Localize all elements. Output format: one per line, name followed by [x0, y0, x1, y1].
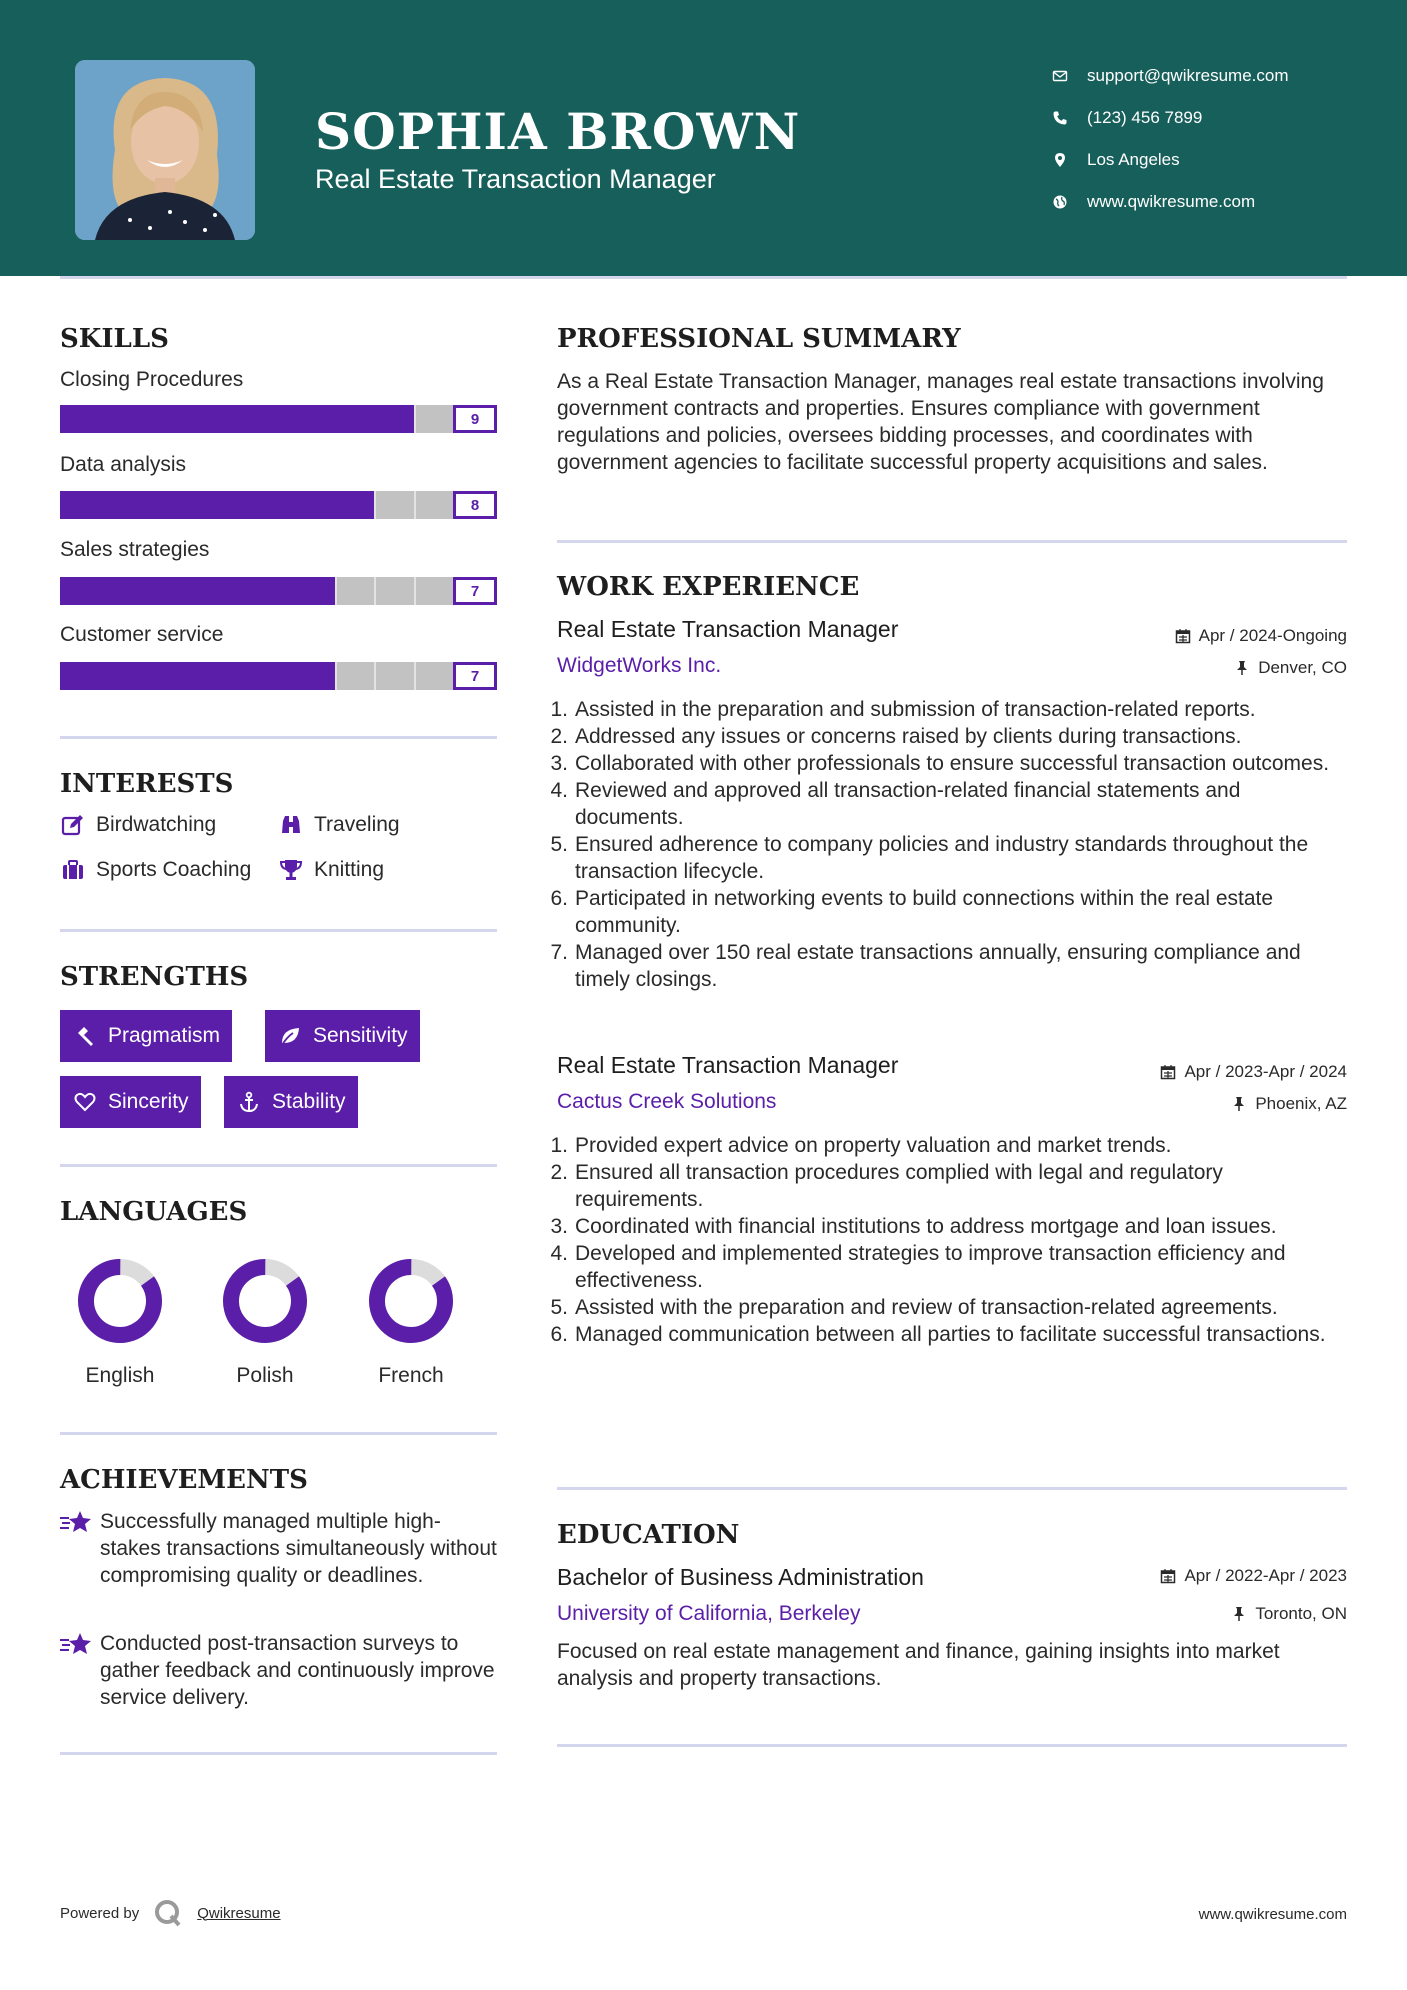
shooting-star-icon — [60, 1508, 100, 1589]
skill-segment — [414, 491, 416, 519]
brand-link[interactable]: Qwikresume — [197, 1904, 281, 1922]
job-bullet — [550, 885, 1350, 939]
languages-heading: LANGUAGES — [60, 1197, 248, 1227]
anchor-icon — [236, 1089, 262, 1115]
interest-label: Knitting — [314, 858, 385, 881]
qwikresume-logo-icon — [153, 1898, 183, 1928]
edit-icon — [60, 812, 86, 838]
language-label: French — [378, 1364, 444, 1387]
language-item — [210, 1256, 320, 1388]
skill-segment — [335, 662, 337, 690]
skill-track — [60, 405, 453, 433]
skill-fill — [60, 577, 335, 605]
skill-label: Closing Procedures — [60, 368, 244, 391]
skill-score: 7 — [453, 662, 497, 690]
heart-icon — [72, 1089, 98, 1115]
contact-phone[interactable] — [1050, 97, 1380, 139]
bullet-number: 1. — [550, 1134, 568, 1157]
section-divider — [60, 929, 497, 932]
bullet-text: Ensured adherence to company policies and industry standards throughout the transaction lifecycle. — [575, 833, 1309, 883]
contact-website[interactable] — [1050, 181, 1380, 223]
interest-label: Traveling — [314, 813, 400, 836]
interests-heading: INTERESTS — [60, 769, 234, 799]
job-dates — [1175, 626, 1347, 646]
pushpin-icon — [1234, 660, 1250, 676]
candidate-name: SOPHIA BROWN — [315, 102, 801, 161]
job-location-text: Denver, CO — [1258, 658, 1347, 677]
skill-fill — [60, 662, 335, 690]
skill-score: 9 — [453, 405, 497, 433]
map-pin-icon — [1050, 150, 1070, 170]
skill-segment — [335, 577, 337, 605]
briefcase-icon — [60, 857, 86, 883]
job-dates — [1160, 1062, 1347, 1082]
bullet-text: Provided expert advice on property valuation and market trends. — [575, 1134, 1172, 1157]
leaf-icon — [277, 1023, 303, 1049]
bullet-number: 6. — [550, 1323, 568, 1346]
bullet-text: Collaborated with other professionals to ensure successful transaction outcomes. — [575, 752, 1330, 775]
powered-by-text: Powered by — [60, 1904, 140, 1922]
strength-pill — [224, 1076, 358, 1128]
strength-label: Stability — [272, 1090, 346, 1113]
skill-bar — [60, 577, 497, 605]
contact-email-text: support@qwikresume.com — [1087, 66, 1289, 85]
job-location — [1234, 658, 1347, 678]
education-description: Focused on real estate management and finance, gaining insights into market analysis and property transactions. — [557, 1640, 1280, 1690]
language-label: English — [85, 1364, 155, 1387]
bullet-number: 2. — [550, 1161, 568, 1184]
school-name: University of California, Berkeley — [557, 1602, 861, 1625]
interest-label: Birdwatching — [96, 813, 217, 836]
summary-heading: PROFESSIONAL SUMMARY — [557, 324, 961, 354]
bullet-number: 5. — [550, 833, 568, 856]
education-dates-text: Apr / 2022-Apr / 2023 — [1184, 1566, 1347, 1585]
job-dates-text: Apr / 2023-Apr / 2024 — [1184, 1062, 1347, 1081]
contact-location-text: Los Angeles — [1087, 150, 1180, 169]
job-bullets — [550, 1132, 1350, 1348]
phone-icon — [1050, 108, 1070, 128]
binoculars-icon — [278, 812, 304, 838]
bullet-number: 7. — [550, 941, 568, 964]
skill-label: Data analysis — [60, 453, 187, 476]
achievement-text: Conducted post-transaction surveys to gather feedback and continuously improve service delivery. — [100, 1632, 495, 1709]
skill-label: Customer service — [60, 623, 224, 646]
gavel-icon — [72, 1023, 98, 1049]
skill-track — [60, 662, 453, 690]
bullet-number: 3. — [550, 1215, 568, 1238]
job-bullet — [550, 723, 1350, 750]
calendar-icon — [1175, 628, 1191, 644]
job-bullet — [550, 1240, 1350, 1294]
globe-icon — [1050, 192, 1070, 212]
language-item — [356, 1256, 466, 1388]
bullet-text: Participated in networking events to build connections within the real estate community. — [575, 887, 1274, 937]
job-bullet — [550, 831, 1350, 885]
pushpin-icon — [1231, 1606, 1247, 1622]
bullet-number: 4. — [550, 1242, 568, 1265]
skill-bar — [60, 491, 497, 519]
job-bullet — [550, 1321, 1350, 1348]
education-location-text: Toronto, ON — [1255, 1604, 1347, 1623]
strength-label: Pragmatism — [108, 1024, 221, 1047]
bullet-number: 5. — [550, 1296, 568, 1319]
strength-label: Sensitivity — [313, 1024, 408, 1047]
section-divider — [60, 736, 497, 739]
language-label: Polish — [236, 1364, 294, 1387]
skill-segment — [374, 491, 376, 519]
section-divider — [557, 1744, 1347, 1747]
skill-bar — [60, 405, 497, 433]
language-ring — [220, 1256, 310, 1346]
contact-website-text: www.qwikresume.com — [1087, 192, 1256, 211]
calendar-icon — [1160, 1568, 1176, 1584]
strength-pill — [265, 1010, 420, 1062]
achievement-item — [60, 1508, 500, 1589]
bullet-text: Managed communication between all parties to facilitate successful transactions. — [575, 1323, 1326, 1346]
contact-email[interactable] — [1050, 55, 1380, 97]
header-divider — [60, 276, 1347, 279]
contact-phone-text: (123) 456 7899 — [1087, 108, 1203, 127]
envelope-icon — [1050, 66, 1070, 86]
calendar-icon — [1160, 1064, 1176, 1080]
language-ring — [366, 1256, 456, 1346]
skill-fill — [60, 491, 374, 519]
strength-pill — [60, 1076, 201, 1128]
skill-segment — [374, 662, 376, 690]
strengths-heading: STRENGTHS — [60, 962, 249, 992]
interest-item — [278, 857, 384, 883]
resume-header — [0, 0, 1407, 276]
contact-location — [1050, 139, 1380, 181]
job-bullet — [550, 750, 1350, 777]
language-item — [65, 1256, 175, 1388]
footer-website[interactable]: www.qwikresume.com — [1198, 1906, 1347, 1923]
strength-label: Sincerity — [108, 1090, 189, 1113]
job-bullet — [550, 777, 1350, 831]
job-location-text: Phoenix, AZ — [1255, 1094, 1347, 1113]
job-bullet — [550, 1159, 1350, 1213]
skill-fill — [60, 405, 414, 433]
profile-photo — [75, 60, 255, 240]
interest-item — [60, 812, 216, 838]
bullet-number: 3. — [550, 752, 568, 775]
summary-text: As a Real Estate Transaction Manager, manages real estate transactions involving government contracts and properties. Ensures compliance with government regulations and policies, oversees bidding processes, and coordinates with government agencies to facilitate successful property acquisitions and sales. — [557, 370, 1324, 474]
bullet-number: 4. — [550, 779, 568, 802]
skills-heading: SKILLS — [60, 324, 169, 354]
language-ring — [75, 1256, 165, 1346]
section-divider — [60, 1752, 497, 1755]
skill-bar — [60, 662, 497, 690]
bullet-number: 2. — [550, 725, 568, 748]
bullet-text: Managed over 150 real estate transactions annually, ensuring compliance and timely closings. — [575, 941, 1301, 991]
interest-item — [278, 812, 400, 838]
interest-label: Sports Coaching — [96, 858, 252, 881]
job-title: Real Estate Transaction Manager — [557, 1052, 899, 1078]
strength-pill — [60, 1010, 232, 1062]
bullet-text: Developed and implemented strategies to improve transaction efficiency and effectiveness. — [575, 1242, 1286, 1292]
job-bullet — [550, 1213, 1350, 1240]
job-bullet — [550, 696, 1350, 723]
job-bullet — [550, 1132, 1350, 1159]
skill-segment — [414, 662, 416, 690]
job-bullets — [550, 696, 1350, 993]
experience-heading: WORK EXPERIENCE — [557, 572, 860, 602]
bullet-number: 6. — [550, 887, 568, 910]
bullet-text: Addressed any issues or concerns raised by clients during transactions. — [575, 725, 1242, 748]
section-divider — [557, 540, 1347, 543]
achievement-item — [60, 1630, 500, 1711]
company-name: WidgetWorks Inc. — [557, 654, 722, 677]
achievements-heading: ACHIEVEMENTS — [60, 1465, 308, 1495]
skill-track — [60, 491, 453, 519]
skill-score: 8 — [453, 491, 497, 519]
skill-segment — [414, 405, 416, 433]
achievement-text: Successfully managed multiple high-stakes transactions simultaneously without compromising quality or deadlines. — [100, 1510, 497, 1587]
shooting-star-icon — [60, 1630, 100, 1711]
section-divider — [557, 1487, 1347, 1490]
skill-label: Sales strategies — [60, 538, 210, 561]
degree-title: Bachelor of Business Administration — [557, 1564, 924, 1590]
candidate-title: Real Estate Transaction Manager — [315, 164, 716, 194]
contact-list — [1050, 55, 1380, 223]
pushpin-icon — [1231, 1096, 1247, 1112]
section-divider — [60, 1432, 497, 1435]
skill-track — [60, 577, 453, 605]
interest-item — [60, 857, 251, 883]
job-bullet — [550, 1294, 1350, 1321]
skill-segment — [414, 577, 416, 605]
bullet-text: Ensured all transaction procedures complied with legal and regulatory requirements. — [575, 1161, 1223, 1211]
education-heading: EDUCATION — [557, 1520, 740, 1550]
job-bullet — [550, 939, 1350, 993]
education-dates — [1160, 1566, 1347, 1586]
job-title: Real Estate Transaction Manager — [557, 616, 899, 642]
bullet-text: Assisted with the preparation and review of transaction-related agreements. — [575, 1296, 1278, 1319]
bullet-number: 1. — [550, 698, 568, 721]
bullet-text: Assisted in the preparation and submission of transaction-related reports. — [575, 698, 1256, 721]
trophy-icon — [278, 857, 304, 883]
footer-powered — [60, 1898, 281, 1928]
job-location — [1231, 1094, 1347, 1114]
skill-segment — [374, 577, 376, 605]
job-dates-text: Apr / 2024-Ongoing — [1198, 626, 1347, 645]
section-divider — [60, 1164, 497, 1167]
skill-score: 7 — [453, 577, 497, 605]
education-location — [1231, 1604, 1347, 1624]
bullet-text: Coordinated with financial institutions to address mortgage and loan issues. — [575, 1215, 1277, 1238]
bullet-text: Reviewed and approved all transaction-related financial statements and documents. — [575, 779, 1241, 829]
company-name: Cactus Creek Solutions — [557, 1090, 777, 1113]
